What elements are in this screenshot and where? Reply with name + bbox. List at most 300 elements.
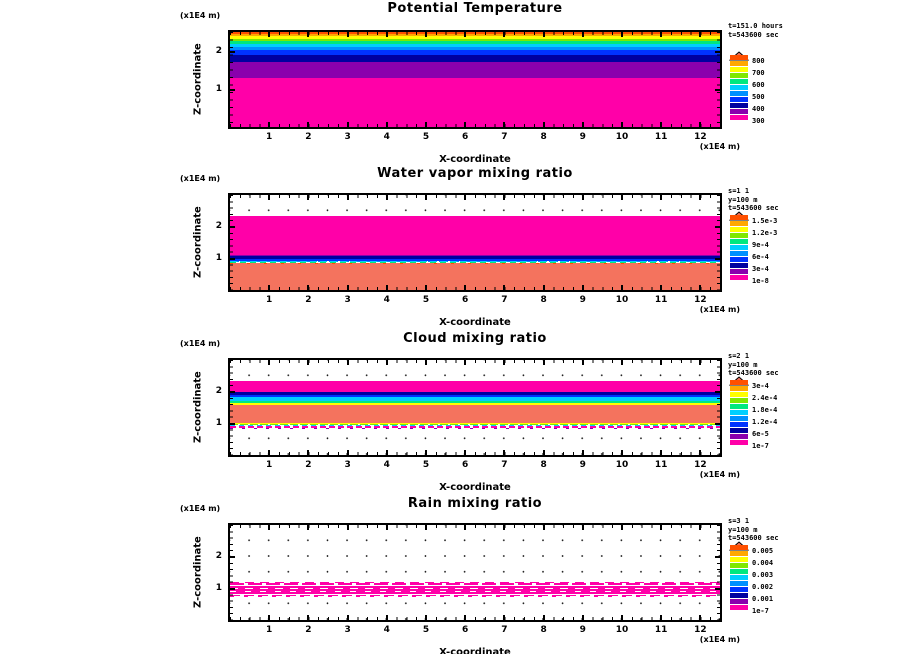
x-major-tick xyxy=(307,450,309,455)
x-tick-label: 6 xyxy=(462,295,469,305)
colorbar-annotation-line: s=3 1 xyxy=(728,517,750,525)
panel-rain-mixing-ratio xyxy=(0,495,904,654)
colorbar-band xyxy=(730,79,748,84)
x-major-tick xyxy=(699,360,701,365)
minor-ticks xyxy=(230,32,720,35)
colorbar-label: 0.002 xyxy=(752,583,774,591)
panel-title: Cloud mixing ratio xyxy=(403,331,547,346)
x-major-tick xyxy=(307,615,309,620)
x-tick-label: 6 xyxy=(462,132,469,142)
colorbar-label: 3e-4 xyxy=(752,265,769,273)
x-tick-label: 8 xyxy=(540,295,547,305)
x-axis-label: X-coordinate xyxy=(439,482,511,493)
y-major-tick xyxy=(715,556,720,558)
contour-stripe xyxy=(230,381,720,392)
x-major-tick xyxy=(268,525,270,530)
x-major-tick xyxy=(621,32,623,37)
x-major-tick xyxy=(307,195,309,200)
x-major-tick xyxy=(386,285,388,290)
y-major-tick xyxy=(230,391,235,393)
y-major-tick xyxy=(230,258,235,260)
colorbar-annotation-line: s=1 1 xyxy=(728,187,750,195)
colorbar-annotation-line: t=543600 sec xyxy=(728,30,779,39)
colorbar-band xyxy=(730,275,748,280)
x-major-tick xyxy=(307,285,309,290)
colorbar-label: 0.001 xyxy=(752,595,774,603)
colorbar-band xyxy=(730,233,748,238)
x-tick-label: 8 xyxy=(540,132,547,142)
colorbar-band xyxy=(730,599,748,604)
colorbar-band xyxy=(730,557,748,562)
x-major-tick xyxy=(268,32,270,37)
x-major-tick xyxy=(503,285,505,290)
x-tick-label: 3 xyxy=(344,625,351,635)
x-major-tick xyxy=(660,122,662,127)
y-axis-label: Z-coordinate xyxy=(192,371,204,444)
colorbar-band xyxy=(730,380,748,385)
minor-ticks xyxy=(230,195,233,290)
x-tick-label: 4 xyxy=(383,295,390,305)
x-major-tick xyxy=(543,122,545,127)
x-major-tick xyxy=(425,615,427,620)
x-tick-label: 8 xyxy=(540,625,547,635)
x-major-tick xyxy=(660,450,662,455)
colorbar-label: 0.004 xyxy=(752,559,774,567)
x-tick-label: 7 xyxy=(501,460,508,470)
dot-grid xyxy=(230,525,720,620)
y-axis-unit-label: (x1E4 m) xyxy=(180,504,221,513)
minor-ticks xyxy=(230,525,233,620)
colorbar-annotation-line: s=2 1 xyxy=(728,352,750,360)
x-tick-label: 10 xyxy=(615,460,629,470)
x-major-tick xyxy=(425,195,427,200)
x-major-tick xyxy=(699,450,701,455)
x-major-tick xyxy=(582,122,584,127)
x-major-tick xyxy=(386,195,388,200)
y-axis-label: Z-coordinate xyxy=(192,206,204,279)
colorbar-band xyxy=(730,593,748,598)
minor-ticks xyxy=(717,525,720,620)
x-tick-label: 7 xyxy=(501,295,508,305)
colorbar-band xyxy=(730,416,748,421)
x-major-tick xyxy=(503,195,505,200)
x-major-tick xyxy=(307,360,309,365)
colorbar-band xyxy=(730,587,748,592)
colorbar-band xyxy=(730,581,748,586)
y-tick-label: 2 xyxy=(215,551,222,561)
colorbar-label: 3e-4 xyxy=(752,382,769,390)
colorbar-label: 0.003 xyxy=(752,571,774,579)
x-major-tick xyxy=(582,525,584,530)
x-major-tick xyxy=(503,615,505,620)
contour-stripe xyxy=(230,55,720,63)
colorbar-band xyxy=(730,109,748,114)
x-major-tick xyxy=(464,525,466,530)
x-tick-label: 2 xyxy=(305,625,312,635)
colorbar-band xyxy=(730,422,748,427)
x-major-tick xyxy=(621,285,623,290)
x-major-tick xyxy=(347,195,349,200)
colorbar-label: 2.4e-4 xyxy=(752,394,778,402)
colorbar-band xyxy=(730,251,748,256)
panel-title: Potential Temperature xyxy=(387,1,563,16)
x-major-tick xyxy=(268,195,270,200)
colorbar-label: 6e-4 xyxy=(752,253,769,261)
colorbar-annotation-line: t=543600 sec xyxy=(728,534,779,542)
x-major-tick xyxy=(307,525,309,530)
x-major-tick xyxy=(347,360,349,365)
minor-ticks xyxy=(230,124,720,127)
x-major-tick xyxy=(464,32,466,37)
y-tick-label: 1 xyxy=(215,582,222,593)
x-major-tick xyxy=(660,615,662,620)
x-axis-label: X-coordinate xyxy=(439,647,511,654)
x-major-tick xyxy=(347,525,349,530)
y-tick-label: 2 xyxy=(215,386,222,396)
colorbar-band xyxy=(730,392,748,397)
x-major-tick xyxy=(425,285,427,290)
x-major-tick xyxy=(621,360,623,365)
x-tick-label: 10 xyxy=(615,625,629,635)
x-axis-unit-label: (x1E4 m) xyxy=(699,142,740,151)
colorbar-annotation-line: y=100 m xyxy=(728,360,758,369)
x-tick-label: 2 xyxy=(305,460,312,470)
colorbar-band xyxy=(730,386,748,391)
x-major-tick xyxy=(660,525,662,530)
colorbar-annotation-line: y=100 m xyxy=(728,525,758,534)
y-tick-label: 1 xyxy=(215,252,222,263)
x-major-tick xyxy=(386,122,388,127)
x-tick-label: 1 xyxy=(266,295,273,305)
x-major-tick xyxy=(621,122,623,127)
x-axis-unit-label: (x1E4 m) xyxy=(699,635,740,644)
colorbar-label: 500 xyxy=(752,93,765,101)
y-major-tick xyxy=(230,51,235,53)
x-major-tick xyxy=(582,360,584,365)
x-tick-label: 9 xyxy=(579,625,586,635)
x-tick-label: 12 xyxy=(694,625,707,635)
colorbar-label: 300 xyxy=(752,117,765,125)
plot-area xyxy=(228,193,722,292)
x-major-tick xyxy=(268,615,270,620)
x-major-tick xyxy=(621,615,623,620)
x-tick-label: 1 xyxy=(266,460,273,470)
y-major-tick xyxy=(230,226,235,228)
y-major-tick xyxy=(715,258,720,260)
x-major-tick xyxy=(464,450,466,455)
y-axis-unit-label: (x1E4 m) xyxy=(180,11,221,20)
x-major-tick xyxy=(386,450,388,455)
colorbar xyxy=(730,545,748,611)
x-major-tick xyxy=(543,450,545,455)
colorbar-label: 1e-7 xyxy=(752,607,769,615)
y-major-tick xyxy=(715,226,720,228)
y-tick-label: 1 xyxy=(215,417,222,428)
colorbar-band xyxy=(730,239,748,244)
colorbar-band xyxy=(730,257,748,262)
x-tick-label: 12 xyxy=(694,132,707,142)
x-axis-unit-label: (x1E4 m) xyxy=(699,305,740,314)
x-major-tick xyxy=(582,450,584,455)
x-major-tick xyxy=(543,615,545,620)
x-major-tick xyxy=(268,285,270,290)
y-major-tick xyxy=(230,423,235,425)
x-tick-label: 5 xyxy=(422,295,430,305)
x-major-tick xyxy=(347,615,349,620)
colorbar-annotation xyxy=(728,22,783,39)
x-tick-label: 11 xyxy=(654,625,668,635)
x-major-tick xyxy=(347,450,349,455)
colorbar xyxy=(730,380,748,446)
y-tick-label: 2 xyxy=(215,46,222,56)
colorbar-label: 1.2e-4 xyxy=(752,418,778,426)
x-major-tick xyxy=(347,32,349,37)
y-major-tick xyxy=(715,588,720,590)
x-tick-label: 9 xyxy=(579,132,586,142)
x-major-tick xyxy=(699,525,701,530)
y-major-tick xyxy=(715,89,720,91)
x-major-tick xyxy=(425,360,427,365)
colorbar-band xyxy=(730,221,748,226)
x-major-tick xyxy=(307,32,309,37)
x-major-tick xyxy=(699,32,701,37)
colorbar-label: 700 xyxy=(752,69,765,77)
x-major-tick xyxy=(543,285,545,290)
colorbar-band xyxy=(730,269,748,274)
contour-stripe xyxy=(230,263,720,264)
x-major-tick xyxy=(347,122,349,127)
colorbar-band xyxy=(730,551,748,556)
minor-ticks xyxy=(230,525,720,528)
x-axis-unit-label: (x1E4 m) xyxy=(699,470,740,479)
x-major-tick xyxy=(699,195,701,200)
y-major-tick xyxy=(715,423,720,425)
x-tick-label: 4 xyxy=(383,625,390,635)
colorbar-band xyxy=(730,61,748,66)
x-major-tick xyxy=(503,360,505,365)
x-major-tick xyxy=(699,122,701,127)
y-major-tick xyxy=(230,556,235,558)
colorbar xyxy=(730,55,748,121)
x-major-tick xyxy=(660,195,662,200)
colorbar-band xyxy=(730,73,748,78)
x-tick-label: 4 xyxy=(383,460,390,470)
x-major-tick xyxy=(464,285,466,290)
panel-title: Water vapor mixing ratio xyxy=(377,166,573,181)
plot-area xyxy=(228,30,722,129)
colorbar-band xyxy=(730,263,748,268)
x-major-tick xyxy=(425,450,427,455)
minor-ticks xyxy=(230,617,720,620)
colorbar xyxy=(730,215,748,281)
colorbar-band xyxy=(730,569,748,574)
colorbar-band xyxy=(730,103,748,108)
x-major-tick xyxy=(464,195,466,200)
plot-area xyxy=(228,523,722,622)
contour-stripe xyxy=(230,78,720,128)
colorbar-band xyxy=(730,245,748,250)
x-major-tick xyxy=(543,195,545,200)
colorbar-band xyxy=(730,97,748,102)
colorbar-band xyxy=(730,55,748,60)
x-tick-label: 11 xyxy=(654,295,668,305)
panel-title: Rain mixing ratio xyxy=(407,496,543,511)
colorbar-label: 6e-5 xyxy=(752,430,769,438)
x-tick-label: 9 xyxy=(579,460,586,470)
x-major-tick xyxy=(543,32,545,37)
minor-ticks xyxy=(717,32,720,127)
minor-ticks xyxy=(230,32,233,127)
y-major-tick xyxy=(230,89,235,91)
x-major-tick xyxy=(582,195,584,200)
y-tick-label: 1 xyxy=(215,83,222,94)
x-tick-label: 6 xyxy=(462,625,469,635)
x-tick-label: 10 xyxy=(615,295,629,305)
colorbar-annotation-line: t=543600 sec xyxy=(728,204,779,212)
y-axis-label: Z-coordinate xyxy=(192,536,204,609)
minor-ticks xyxy=(230,287,720,290)
x-major-tick xyxy=(268,122,270,127)
x-tick-label: 8 xyxy=(540,460,547,470)
colorbar-band xyxy=(730,428,748,433)
contour-stripe xyxy=(230,428,720,429)
contour-stripe xyxy=(230,216,720,255)
x-major-tick xyxy=(621,525,623,530)
x-tick-label: 1 xyxy=(266,625,273,635)
x-major-tick xyxy=(503,32,505,37)
colorbar-band xyxy=(730,410,748,415)
colorbar-band xyxy=(730,115,748,120)
colorbar-label: 1e-8 xyxy=(752,277,769,285)
x-tick-label: 11 xyxy=(654,132,668,142)
contour-stripe xyxy=(230,62,720,78)
x-major-tick xyxy=(660,360,662,365)
x-major-tick xyxy=(386,360,388,365)
x-major-tick xyxy=(621,450,623,455)
x-axis-label: X-coordinate xyxy=(439,317,511,328)
colorbar-label: 1.5e-3 xyxy=(752,217,778,225)
minor-ticks xyxy=(230,360,233,455)
panel-cloud-mixing-ratio xyxy=(0,330,904,495)
x-major-tick xyxy=(268,450,270,455)
x-tick-label: 5 xyxy=(422,460,430,470)
y-axis-unit-label: (x1E4 m) xyxy=(180,339,221,348)
y-major-tick xyxy=(715,51,720,53)
colorbar-label: 9e-4 xyxy=(752,241,769,249)
colorbar-band xyxy=(730,434,748,439)
x-tick-label: 3 xyxy=(344,460,351,470)
y-major-tick xyxy=(715,391,720,393)
x-tick-label: 6 xyxy=(462,460,469,470)
colorbar-label: 0.005 xyxy=(752,547,774,555)
x-major-tick xyxy=(464,360,466,365)
x-tick-label: 4 xyxy=(383,132,390,142)
x-major-tick xyxy=(503,122,505,127)
x-major-tick xyxy=(425,32,427,37)
colorbar-label: 600 xyxy=(752,81,765,89)
colorbar-band xyxy=(730,227,748,232)
y-major-tick xyxy=(230,588,235,590)
colorbar-band xyxy=(730,85,748,90)
x-major-tick xyxy=(582,32,584,37)
contour-stripe xyxy=(230,596,720,597)
x-axis-label: X-coordinate xyxy=(439,154,511,165)
x-tick-label: 7 xyxy=(501,625,508,635)
x-major-tick xyxy=(425,122,427,127)
x-tick-label: 12 xyxy=(694,295,707,305)
minor-ticks xyxy=(230,195,720,198)
x-major-tick xyxy=(386,525,388,530)
x-tick-label: 11 xyxy=(654,460,668,470)
colorbar-band xyxy=(730,404,748,409)
y-axis-label: Z-coordinate xyxy=(192,43,204,116)
x-tick-label: 3 xyxy=(344,295,351,305)
colorbar-band xyxy=(730,67,748,72)
x-major-tick xyxy=(621,195,623,200)
colorbar-band xyxy=(730,440,748,445)
plot-area xyxy=(228,358,722,457)
minor-ticks xyxy=(230,452,720,455)
colorbar-band xyxy=(730,215,748,220)
x-major-tick xyxy=(699,615,701,620)
colorbar-band xyxy=(730,563,748,568)
x-major-tick xyxy=(347,285,349,290)
colorbar-label: 1.2e-3 xyxy=(752,229,778,237)
panel-potential-temperature xyxy=(0,0,904,165)
panel-water-vapor-mixing-ratio xyxy=(0,165,904,330)
x-tick-label: 12 xyxy=(694,460,707,470)
x-major-tick xyxy=(543,360,545,365)
minor-ticks xyxy=(717,195,720,290)
contour-stripe xyxy=(230,405,720,423)
x-major-tick xyxy=(543,525,545,530)
minor-ticks xyxy=(230,360,720,363)
colorbar-label: 1e-7 xyxy=(752,442,769,450)
contour-stripe xyxy=(230,263,720,290)
x-tick-label: 9 xyxy=(579,295,586,305)
colorbar-band xyxy=(730,545,748,550)
x-major-tick xyxy=(503,450,505,455)
contour-stripe xyxy=(230,583,720,585)
x-major-tick xyxy=(660,285,662,290)
colorbar-annotation-line: y=100 m xyxy=(728,195,758,204)
contour-stripe xyxy=(230,591,720,592)
x-tick-label: 10 xyxy=(615,132,629,142)
x-tick-label: 3 xyxy=(344,132,351,142)
y-tick-label: 2 xyxy=(215,221,222,231)
x-major-tick xyxy=(503,525,505,530)
x-tick-label: 2 xyxy=(305,132,312,142)
x-tick-label: 2 xyxy=(305,295,312,305)
x-major-tick xyxy=(268,360,270,365)
colorbar-annotation-line: t=151.0 hours xyxy=(728,22,783,30)
x-major-tick xyxy=(464,122,466,127)
y-axis-unit-label: (x1E4 m) xyxy=(180,174,221,183)
x-major-tick xyxy=(386,32,388,37)
x-major-tick xyxy=(386,615,388,620)
x-major-tick xyxy=(660,32,662,37)
colorbar-label: 1.8e-4 xyxy=(752,406,778,414)
minor-ticks xyxy=(717,360,720,455)
x-tick-label: 5 xyxy=(422,132,430,142)
colorbar-annotation-line: t=543600 sec xyxy=(728,369,779,377)
colorbar-label: 400 xyxy=(752,105,765,113)
colorbar-band xyxy=(730,575,748,580)
x-major-tick xyxy=(464,615,466,620)
colorbar-band xyxy=(730,605,748,610)
contour-stripe xyxy=(230,588,720,589)
x-tick-label: 5 xyxy=(422,625,430,635)
